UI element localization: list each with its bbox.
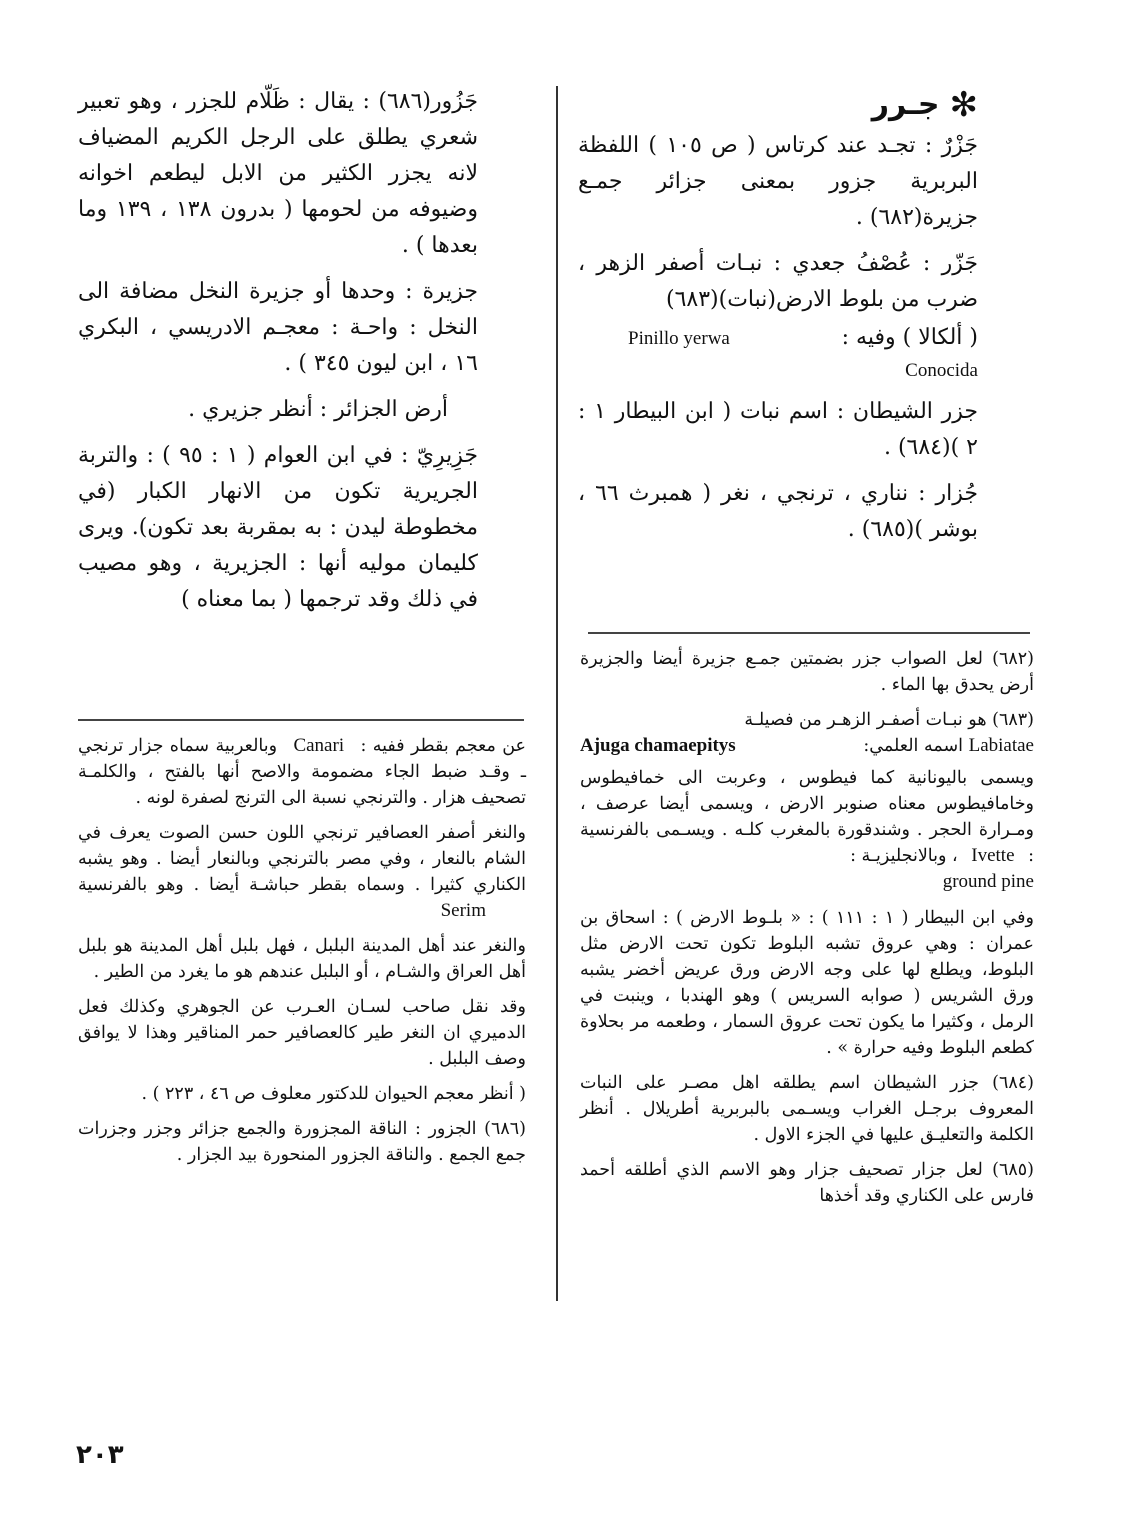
headword <box>578 85 978 125</box>
latin-labiatae: Labiatae <box>968 735 1034 756</box>
latin-ground-pine: ground pine <box>942 871 1034 892</box>
left-column <box>78 84 478 628</box>
page-number: ٢٠٣ <box>76 1440 124 1470</box>
entry-jazr: جَزْرٌ : تجـد عند كرتاس ( ص ١٠٥ ) اللفظة البربرية جزور بمعنى جزائر جمـع جزيرة(٦٨٢) . <box>578 133 978 230</box>
nughar-text: والنغر أصفر العصافير ترنجي اللون حسن الصوت يعرف في الشام بالنعار ، وفي مصر بالترنجي وبالنعار أيضا . وهو يشبه الكناري كثيرا . وسماه بقطر حباشـة أيضا . وهو بالفرنسية <box>78 823 526 895</box>
sci-name-label: اسمه العلمي: <box>863 736 964 756</box>
entry-alkala <box>578 320 978 384</box>
footnote-bulbul: والنغر عند أهل المدينة البلبل ، فهل بلبل أهل المدينة هو بلبل أهل العراق والشـام ، أو البلبل عندهم هو ما يغرد من الطير . <box>78 936 526 982</box>
footnote-cont-canari <box>78 733 526 811</box>
footnote-rule-right <box>588 632 1030 634</box>
entry-jazzar: جَزّر : عُصْفُ جعدي : نبـات أصفر الزهر ، ضرب من بلوط الارض(نبات)(٦٨٣) <box>578 251 978 312</box>
footnote-682: (٦٨٢) لعل الصواب جزر بضمتين جمـع جزيرة أيضا والجزيرة أرض يحدق بها الماء . <box>580 649 1034 695</box>
headword-text: جـرر <box>871 87 940 122</box>
latin-pinillo: Pinillo yerwa <box>628 328 730 349</box>
footnote-685: (٦٨٥) لعل جزار تصحيف جزار وهو الاسم الذي أطلقه أحمد فارس على الكناري وقد أخذها <box>580 1160 1034 1206</box>
footnote-686: (٦٨٦) الجزور : الناقة المجزورة والجمع جزائر وجزر وجزرات جمع الجمع . والناقة الجزور المنحورة بيد الجزار . <box>78 1119 526 1165</box>
latin-ajuga: Ajuga chamaepitys <box>580 735 736 756</box>
canari-pre: عن معجم بقطر ففيه : <box>360 736 526 756</box>
footnote-684: (٦٨٤) جزر الشيطان اسم يطلقه اهل مصـر على النبات المعروف برجـل الغراب ويسـمى بالبربرية أطريلال . أنظر الكلمة والتعليـق عليها في الجزء الاول . <box>580 1073 1034 1145</box>
alkala-text: ( ألكالا ) وفيه : <box>841 325 978 350</box>
footnotes-left <box>78 733 526 1177</box>
footnote-683-body <box>580 765 1034 869</box>
right-column <box>578 85 979 558</box>
latin-conocida: Conocida <box>905 360 978 381</box>
latin-ivette: Ivette <box>971 845 1015 866</box>
asterisk-icon: ✻ <box>949 85 978 125</box>
entry-jazur: جَزُور(٦٨٦) : يقال : ظَلّام للجزر ، وهو تعبير شعري يطلق على الرجل الكريم المضياف لانه يجزر الكثير من الابل ليطعم اخوانه وضيوفه من لحومها ( بدرون ١٣٨ ، ١٣٩ وما بعدها ) . <box>78 89 478 258</box>
footnote-rule-left <box>78 719 524 721</box>
footnote-683-intro: (٦٨٣) هو نبـات أصفـر الزهـر من فصيلـة <box>744 710 1034 730</box>
entry-jaziri: جَزِيرِيّ : في ابن العوام ( ١ : ٩٥ ) : والتربة الجريرية تكون من الانهار الكبار (في مخطوطة ليدن : به بمقربة بعد تكون). ويرى كليمان موليه أنها : الجزيرية ، وهو مصيب في ذلك وقد ترجمها ( بما معناه ) <box>78 443 478 612</box>
canari-post: وبالعربية سماه جزار ترنجي ـ وقـد ضبط الجاء مضمومة والاصح أنها بالفتح ، والكلمـة تصحيف هزار . والترنجي نسبة الى الترنج لصفرة لونه . <box>78 736 526 808</box>
latin-serim: Serim <box>440 900 486 921</box>
footnote-683 <box>580 707 1034 1061</box>
footnote-683-body-text: ويسمى باليونانية كما فيطوس ، وعربت الى خمافيطوس وخامافيطوس معناه صنوبر الارض ، ويسمى أيضا عرصف ، ومـرارة الحجر . وشندقورة بالمغرب كلـه . ويسـمى بالفرنسية : <box>580 768 1034 866</box>
latin-canari: Canari <box>293 735 345 756</box>
footnote-nughar <box>78 820 526 924</box>
entry-juzar: جُزار : نناري ، ترنجي ، نغر ( همبرث ٦٦ ، بوشر )(٦٨٥) . <box>578 481 979 542</box>
footnote-lisan: وقد نقل صاحب لسـان العـرب عن الجوهري وكذلك فعل الدميري ان النغر طير كالعصافير حمر المناقير وهذا لا يوافق وصف البلبل . <box>78 997 526 1069</box>
entry-ard-aljazair: أرض الجزائر : أنظر جزيري . <box>188 397 448 422</box>
english-label: ، وبالانجليزيـة : <box>850 846 958 866</box>
footnotes-right <box>580 646 1034 1218</box>
entry-jazr-alshaytan: جزر الشيطان : اسم نبات ( ابن البيطار ١ : ٢ )(٦٨٤) . <box>578 399 979 460</box>
footnote-683-ibn: وفي ابن البيطار ( ١ : ١١١ ) : « بلـوط الارض ) : اسحاق بن عمران : وهي عروق تشبه البلوط تكون تحت الارض مثل البلوط، ويطلع لها على وجه الارض ورق عريض أخضر يشبه ورق الشريس ( صوابه السريس ) وهو الهندبا ، وينبت في الرمل ، وكثيرا ما يكون تحت عروق السمار ، وطعمه مر بحلاوة كطعم البلوط وفيه حرارة » . <box>580 908 1034 1058</box>
footnote-maalouf: ( أنظر معجم الحيوان للدكتور معلوف ص ٤٦ ، ٢٢٣ ) . <box>141 1084 526 1104</box>
entry-jazira: جزيرة : وحدها أو جزيرة النخل مضافة الى النخل : واحـة : معجـم الادريسي ، البكري ١٦ ، ابن ليون ٣٤٥ ) . <box>78 279 478 376</box>
column-divider <box>556 86 558 1301</box>
